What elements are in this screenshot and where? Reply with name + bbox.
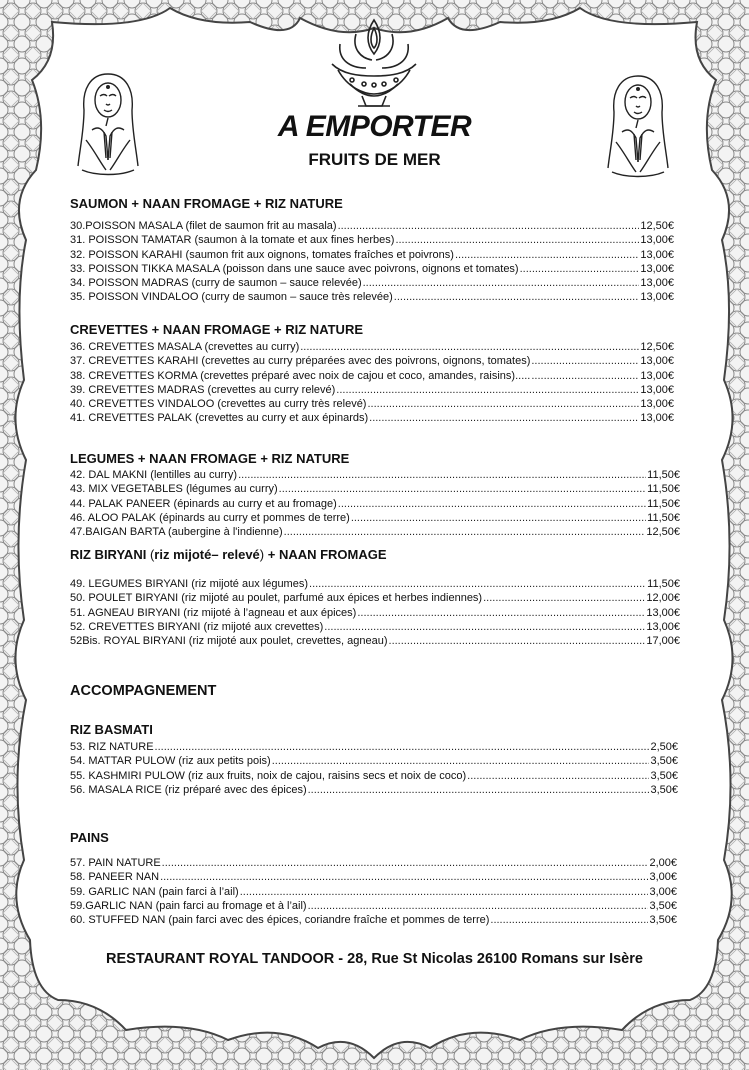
menu-item: 31. POISSON TAMATAR (saumon à la tomate et aux fines herbes) ..... 13,00€: [70, 233, 674, 247]
menu-item: 53. RIZ NATURE ..... 2,50€: [70, 740, 678, 754]
menu-item: 59.GARLIC NAN (pain farci au fromage et à l’ail) ..... 3,50€: [70, 899, 677, 913]
page-subtitle: FRUITS DE MER: [308, 150, 441, 169]
section-title-legumes: LEGUMES + NAAN FROMAGE + RIZ NATURE: [70, 451, 350, 466]
menu-item: 39. CREVETTES MADRAS (crevettes au curry relevé) ..... 13,00€: [70, 383, 674, 397]
menu-item: 52. CREVETTES BIRYANI (riz mijoté aux crevettes) ..... 13,00€: [70, 620, 680, 634]
menu-item: 51. AGNEAU BIRYANI (riz mijoté à l’agneau et aux épices) ..... 13,00€: [70, 606, 680, 620]
menu-list-saumon: [70, 219, 674, 305]
menu-item: 36. CREVETTES MASALA (crevettes au curry) ..... 12,50€: [70, 340, 674, 354]
section-title-biryani: RIZ BIRYANI (riz mijoté– relevé) + NAAN FROMAGE: [70, 547, 387, 562]
menu-item: 33. POISSON TIKKA MASALA (poisson dans une sauce avec poivrons, oignons et tomates) ..... 13,00€: [70, 262, 674, 276]
menu-item: 59. GARLIC NAN (pain farci à l’ail) ..... 3,00€: [70, 885, 677, 899]
menu-item: 43. MIX VEGETABLES (légumes au curry) ..... 11,50€: [70, 482, 680, 496]
menu-item: 42. DAL MAKNI (lentilles au curry) ..... 11,50€: [70, 468, 680, 482]
menu-item: 34. POISSON MADRAS (curry de saumon – sauce relevée) ..... 13,00€: [70, 276, 674, 290]
menu-item: 35. POISSON VINDALOO (curry de saumon – sauce très relevée) ..... 13,00€: [70, 290, 674, 304]
menu-list-crevettes: [70, 340, 674, 426]
menu-item: 54. MATTAR PULOW (riz aux petits pois) ..... 3,50€: [70, 754, 678, 768]
section-title-pains: PAINS: [70, 830, 109, 845]
menu-item: 57. PAIN NATURE ..... 2,00€: [70, 856, 677, 870]
menu-item: 60. STUFFED NAN (pain farci avec des épices, coriandre fraîche et pommes de terre) ..... 3,50€: [70, 913, 677, 927]
menu-item: 52Bis. ROYAL BIRYANI (riz mijoté aux poulet, crevettes, agneau) ..... 17,00€: [70, 634, 680, 648]
menu-item: 46. ALOO PALAK (épinards au curry et pommes de terre) ..... 11,50€: [70, 511, 680, 525]
menu-list-riz: [70, 740, 678, 797]
page-title: A EMPORTER: [277, 110, 472, 143]
menu-list-biryani: [70, 577, 680, 648]
menu-item: 58. PANEER NAN ..... 3,00€: [70, 870, 677, 884]
section-title-riz: RIZ BASMATI: [70, 722, 153, 737]
menu-list-pains: [70, 856, 677, 927]
menu-item: 32. POISSON KARAHI (saumon frit aux oignons, tomates fraîches et poivrons) ..... 13,00€: [70, 248, 674, 262]
footer-address: RESTAURANT ROYAL TANDOOR - 28, Rue St Nicolas 26100 Romans sur Isère: [106, 951, 643, 967]
menu-item: 47.BAIGAN BARTA (aubergine à l'indienne) ..... 12,50€: [70, 525, 680, 539]
menu-item: 38. CREVETTES KORMA (crevettes préparé avec noix de cajou et coco, amandes, raisins)..... ..... 13,00€: [70, 369, 674, 383]
menu-item: 41. CREVETTES PALAK (crevettes au curry et aux épinards) ..... 13,00€: [70, 411, 674, 425]
section-title-crevettes: CREVETTES + NAAN FROMAGE + RIZ NATURE: [70, 322, 364, 337]
menu-item: 44. PALAK PANEER (épinards au curry et au fromage) ..... 11,50€: [70, 497, 680, 511]
menu-item: 56. MASALA RICE (riz préparé avec des épices) ..... 3,50€: [70, 783, 678, 797]
menu-item: 50. POULET BIRYANI (riz mijoté au poulet, parfumé aux épices et herbes indiennes) ..... 12,00€: [70, 591, 680, 605]
menu-item: 40. CREVETTES VINDALOO (crevettes au curry très relevé) ..... 13,00€: [70, 397, 674, 411]
menu-item: 49. LEGUMES BIRYANI (riz mijoté aux légumes) ..... 11,50€: [70, 577, 680, 591]
lamp-icon: [322, 14, 426, 110]
menu-item: 37. CREVETTES KARAHI (crevettes au curry préparées avec des poivrons, oignons, tomates) ..... 13,00€: [70, 354, 674, 368]
section-title-accompagnement: ACCOMPAGNEMENT: [70, 683, 217, 699]
section-title-saumon: SAUMON + NAAN FROMAGE + RIZ NATURE: [70, 196, 343, 211]
menu-list-legumes: [70, 468, 680, 539]
menu-item: 55. KASHMIRI PULOW (riz aux fruits, noix de cajou, raisins secs et noix de coco) ..... 3,50€: [70, 769, 678, 783]
menu-item: 30.POISSON MASALA (filet de saumon frit au masala) ..... 12,50€: [70, 219, 674, 233]
